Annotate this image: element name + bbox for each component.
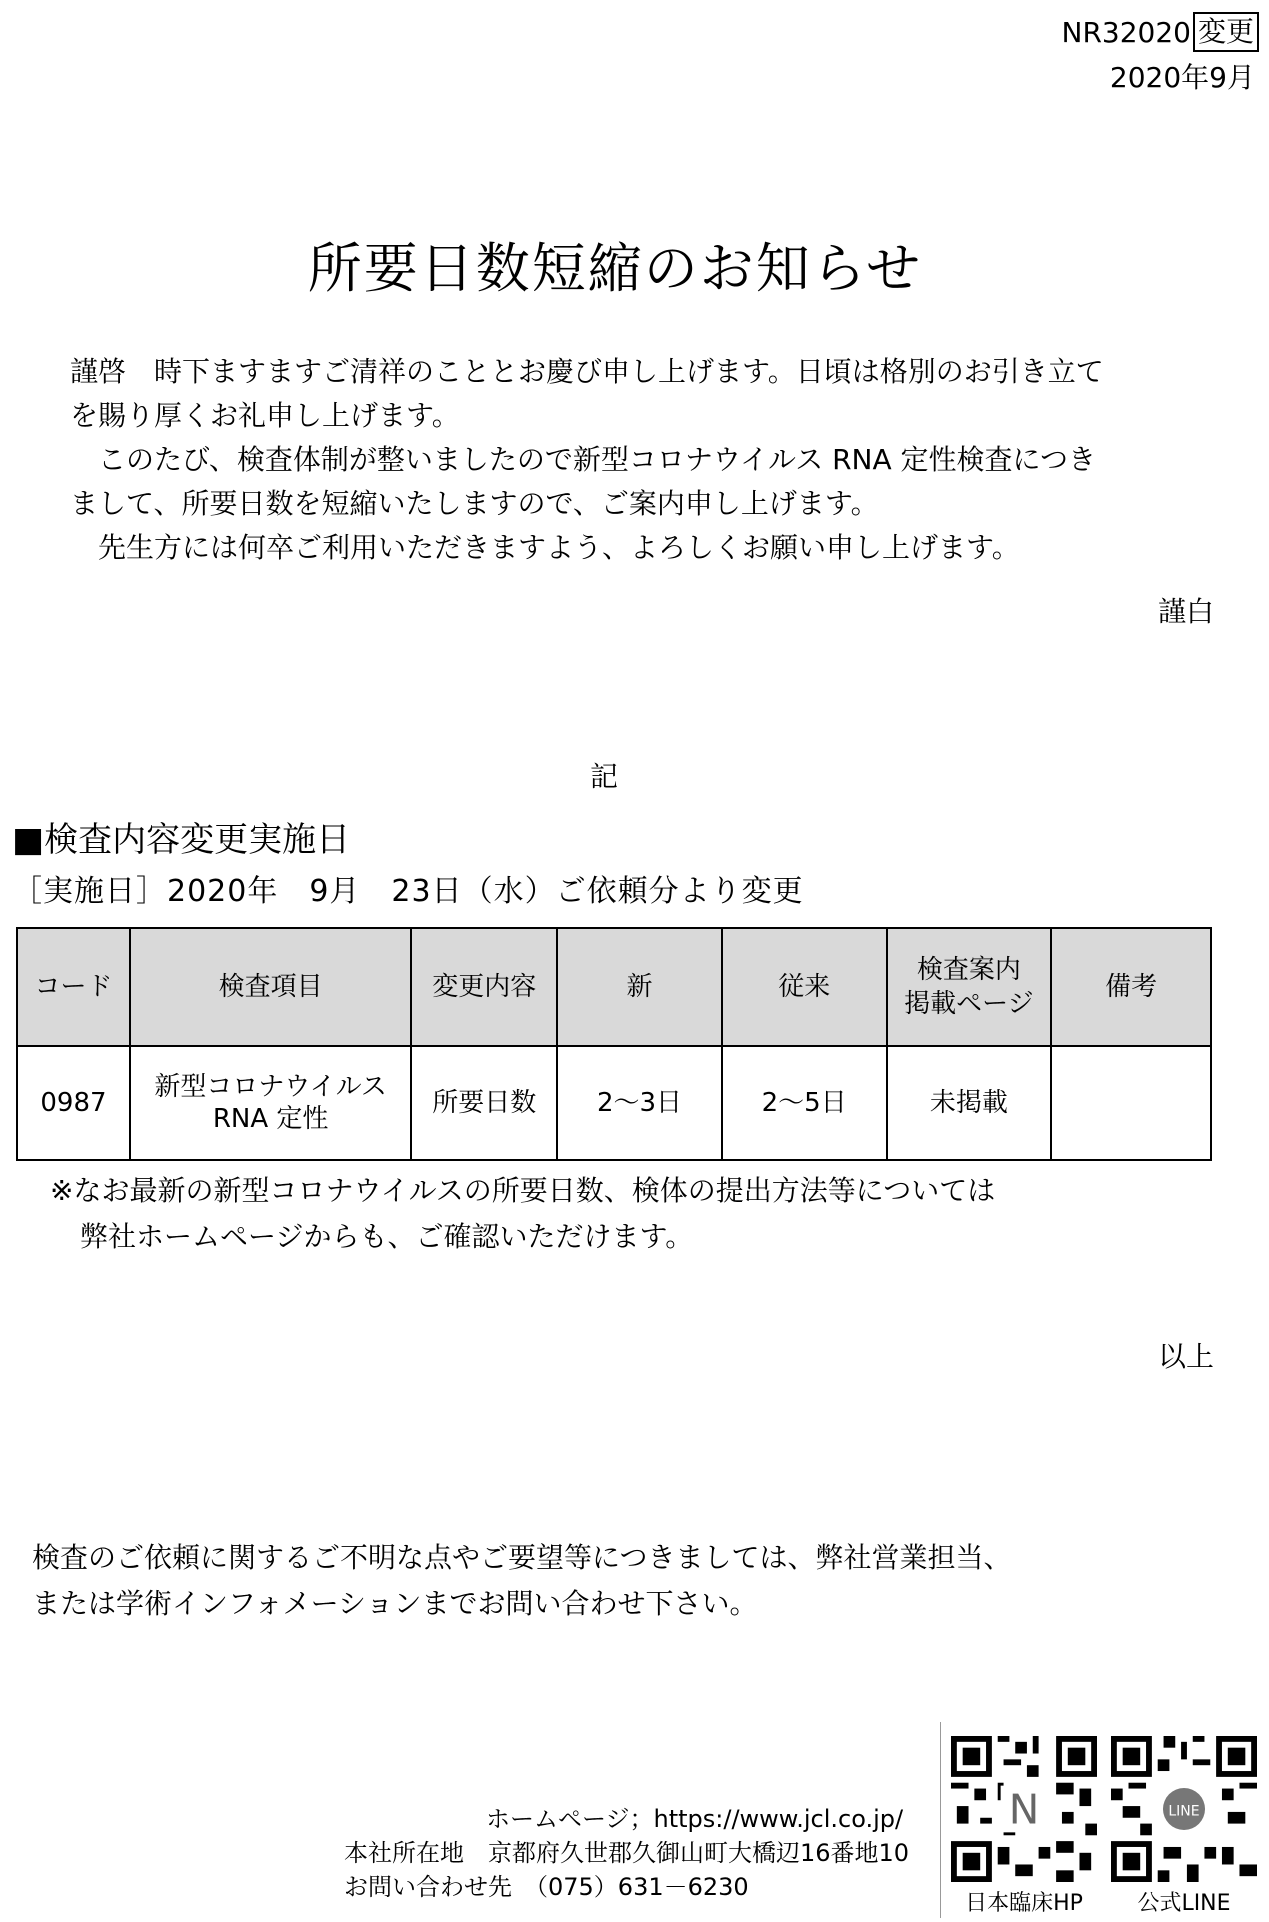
cell-remarks (1051, 1046, 1211, 1160)
section-title: ■検査内容変更実施日 (12, 820, 351, 860)
doc-number-text: NR32020 (1061, 15, 1191, 49)
cell-item-line1: 新型コロナウイルス (154, 1072, 387, 1102)
qr-codes (940, 1722, 1263, 1918)
table-row (17, 1046, 1211, 1160)
header-change: 変更内容 (411, 928, 557, 1046)
document-date: 2020年9月 (1109, 61, 1255, 94)
cell-item (130, 1046, 412, 1160)
svg-text:N: N (1008, 1785, 1040, 1834)
header-remarks: 備考 (1051, 928, 1211, 1046)
greeting-line: まして、所要日数を短縮いたしますので、ご案内申し上げます。 (70, 487, 879, 520)
page-title: 所要日数短縮のお知らせ (307, 237, 923, 300)
inquiry-paragraph (32, 1535, 1011, 1627)
cell-change: 所要日数 (411, 1046, 557, 1160)
line-qr-label: 公式LINE (1137, 1891, 1231, 1916)
header-old: 従来 (722, 928, 887, 1046)
greeting-line: このたび、検査体制が整いましたので新型コロナウイルス RNA 定性検査につき (70, 443, 1096, 476)
implementation-date: ［実施日］2020年 9月 23日（水）ご依頼分より変更 (12, 874, 804, 909)
cell-item-line2: RNA 定性 (212, 1104, 329, 1134)
header-new: 新 (557, 928, 722, 1046)
header-item: 検査項目 (130, 928, 412, 1046)
cell-new: 2～3日 (557, 1046, 722, 1160)
footer-homepage: ホームページ；https://www.jcl.co.jp/ (486, 1805, 904, 1833)
closing-ijou: 以上 (1157, 1340, 1214, 1373)
svg-text:LINE: LINE (1168, 1803, 1200, 1820)
footer-phone: お問い合わせ先 （075）631－6230 (344, 1873, 749, 1901)
header-code: コード (17, 928, 130, 1046)
greeting-line: 先生方には何卒ご利用いただきますよう、よろしくお願い申し上げます。 (70, 531, 1020, 564)
cell-guide: 未掲載 (887, 1046, 1052, 1160)
inquiry-line: 検査のご依頼に関するご不明な点やご要望等につきましては、弊社営業担当、 (32, 1541, 1012, 1574)
note-paragraph (50, 1168, 995, 1260)
doc-status-box: 変更 (1193, 12, 1259, 52)
inquiry-line: または学術インフォメーションまでお問い合わせ下さい。 (32, 1587, 758, 1620)
cell-code: 0987 (17, 1046, 130, 1160)
greeting-line: 謹啓 時下ますますご清祥のこととお慶び申し上げます。日頃は格別のお引き立て (70, 355, 1104, 388)
footer-address: 本社所在地 京都府久世郡久御山町大橋辺16番地10 (344, 1839, 910, 1867)
header-guide-line2: 掲載ページ (904, 989, 1034, 1019)
note-line: 弊社ホームページからも、ご確認いただけます。 (80, 1220, 694, 1253)
document-number (1062, 12, 1260, 52)
homepage-qr-label: 日本臨床HP (965, 1891, 1083, 1916)
footer-contact (344, 1802, 909, 1904)
table-header-row (17, 928, 1211, 1046)
change-table (16, 927, 1212, 1161)
ki-heading: 記 (590, 760, 619, 793)
closing-kinpaku: 謹白 (1157, 595, 1214, 628)
line-qr-icon[interactable] (1109, 1736, 1259, 1882)
homepage-qr-icon[interactable] (949, 1736, 1099, 1882)
cell-old: 2～5日 (722, 1046, 887, 1160)
greeting-paragraph (70, 350, 1230, 570)
note-line: ※なお最新の新型コロナウイルスの所要日数、検体の提出方法等については (50, 1174, 996, 1207)
header-guide (887, 928, 1052, 1046)
greeting-line: を賜り厚くお礼申し上げます。 (70, 399, 460, 432)
header-guide-line1: 検査案内 (916, 955, 1021, 985)
